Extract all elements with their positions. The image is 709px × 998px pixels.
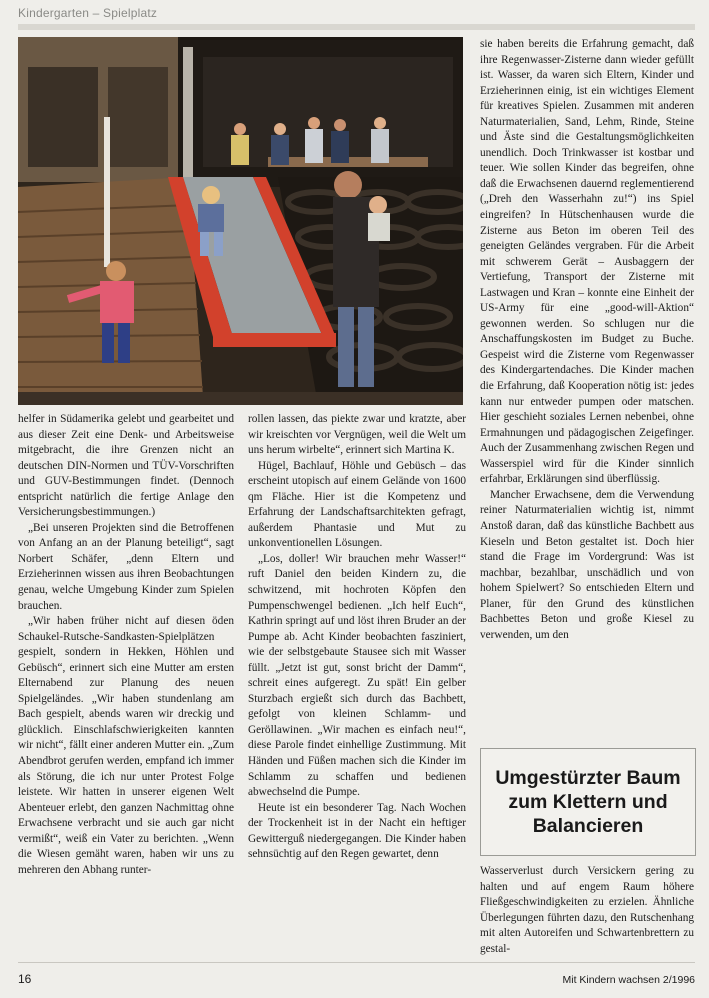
section-label: Kindergarten – Spielplatz [18, 6, 158, 20]
box-heading: Umgestürzter Baum zum Klettern und Balancieren [495, 767, 681, 837]
article-column-2 [248, 412, 466, 952]
article-column-1 [18, 412, 234, 952]
article-column-3 [480, 37, 694, 739]
playground-photo [18, 37, 463, 405]
paragraph: Mancher Erwachsene, dem die Verwendung reiner Naturmaterialien wichtig ist, nimmt Anstoß daran, daß das künstliche Bachbett aus Kieseln und Beton gestaltet ist. Doch hier stand die Frage im Vordergrund: Was ist machbar, bezahlbar, unschädlich und von hohem Spielwert? So entschieden Eltern und Planer, für den Grund des künstlichen Bachbettes Beton und große Kiesel zu verwenden, um den [480, 488, 694, 641]
paragraph: Wasserverlust durch Versickern gering zu halten und auf engem Raum höhere Fließgeschwindigkeiten zu erzielen. Ähnliche Überlegungen führten dazu, den Rutschenhang mit alten Autoreifen und Schwartenbrettern zu gestal- [480, 865, 694, 955]
article-column-4 [480, 864, 694, 960]
paragraph: Heute ist ein besonderer Tag. Nach Wochen der Trockenheit ist in der Nacht ein heftiger Gewitterguß niedergegangen. Die Kinder haben sehnsüchtig auf den Regen gewartet, denn [248, 801, 466, 861]
subheading-box [480, 748, 696, 856]
header-rule [18, 24, 695, 30]
paragraph: sie haben bereits die Erfahrung gemacht, daß ihre Regenwasser-Zisterne dann wieder gefüllt ist. Wasser, da waren sich Eltern, Kinder und Erzieherinnen einig, ist ein wichtiges Element für kreatives Spielen. Zusammen mit anderen Naturmaterialien, Sand, Lehm, Rinde, Steine und Äste sind die Gestaltungsmöglichkeiten unendlich. Doch Trinkwasser ist kostbar und teuer. Wie sollen Kinder das begreifen, ohne daß die Erwachsenen dauernd reglementierend („Dreh den Wasserhahn zu!“) ins Spiel eingreifen? In Hütschenhausen wurde die Zisterne aus Beton im oberen Teil des geneigten Geländes vergraben. Für die Arbeit mit schwerem Gerät – Ausbaggern der Vertiefung, Transport der Zisterne mit Lastwagen und Kran – konnte eine Einheit der US-Army für eine „good-will-Aktion“ gewonnen werden. So schlugen nur die Anschaffungskosten im Budget zu Buche. Gespeist wird die Zisterne vom Regenwasser des Kindergartendaches. Die Kinder machen die Erfahrung, daß Kooperation nötig ist: jedes kann nur entweder pumpen oder matschen. Hier geschieht soziales Lernen nebenbei, ohne Ermahnungen und pädagogischen Zeigefinger. Auch der Zusammenhang zwischen Regen und Wasserspiel wird für die Kinder sinnlich erfahrbar, Erklärungen sind überflüssig. [480, 38, 694, 486]
paragraph: rollen lassen, das piekte zwar und kratzte, aber wir kreischten vor Vergnügen, weil die Welt um uns herum wirbelte“, erinnert sich Martina K. [248, 413, 466, 457]
footer-rule [18, 962, 695, 963]
paragraph: helfer in Südamerika gelebt und gearbeitet und aus dieser Zeit eine Denk- und Arbeitsweise mitgebracht, die ihre Grenzen nicht an deutschen DIN-Normen und TÜV-Vorschriften und GUV-Bestimmungen findet. (Dennoch entspricht natürlich die fertige Anlage den Versicherungsbestimmungen.) [18, 413, 234, 519]
paragraph: „Los, doller! Wir brauchen mehr Wasser!“ ruft Daniel den beiden Kindern zu, die schwitzend, mit hochroten Köpfen den Pumpenschwengel bedienen. „Ich helf Euch“, Kathrin springt auf und löst ihren Bruder an der Pumpe ab. Acht Kinder beobachten fasziniert, wie der selbstgebaute Stausee sich mit Wasser füllt. „Jetzt ist gut, sonst bricht der Damm“, schreit eines aufgeregt. Zu spät! Ein gelber Sturzbach ergießt sich durch das Bachbett, gefolgt von kleinen Schlamm- und Geröllawinen. „Wir machen es einfach neu!“, diese Parole findet einhellige Zustimmung. Mit Händen und Füßen machen sich die Kinder im Schlamm zu schaffen und bedienen abwechselnd die Pumpe. [248, 552, 466, 799]
paragraph: „Bei unseren Projekten sind die Betroffenen von Anfang an an der Planung beteiligt“, sagt Norbert Schäfer, „denn Eltern und Erzieherinnen wissen aus ihren Beobachtungen genau, welche Umgebung Kinder zum Spielen brauchen. [18, 521, 234, 612]
paragraph: „Wir haben früher nicht auf diesen öden Schaukel-Rutsche-Sandkasten-Spielplätzen gespielt, sondern in Hekken, Höhlen und Gebüsch“, erinnert sich eine Mutter am ersten Elternabend zur Planung des neuen Spielgeländes. „Wir haben stundenlang am Bach gespielt, abends waren wir dreckig und glücklich. Einschlafschwierigkeiten kannten wir nicht“, fällt einer anderen Mutter ein. „Zum Abendbrot gerufen werden, empfand ich immer als Störung, die ich nur unter Protest Folge leistete. Wir hatten in unserer eigenen Welt Abenteuer erlebt, den ganzen Nachmittag ohne Erwachsene verbracht und sie auch gar nicht vermißt“, weiß ein Vater zu berichten. „Wenn die Wiesen gemäht waren, haben wir uns zu mehreren den Abhang runter- [18, 615, 234, 876]
paragraph: Hügel, Bachlauf, Höhle und Gebüsch – das erscheint utopisch auf einem Gelände von 1600 qm Fläche. Hier ist die Kompetenz und Erfahrung der Landschaftsarchitekten gefragt, außerdem Phantasie und Mut zu unkonventionellen Lösungen. [248, 459, 466, 550]
publication-info: Mit Kindern wachsen 2/1996 [562, 974, 695, 986]
page-number: 16 [18, 972, 32, 986]
